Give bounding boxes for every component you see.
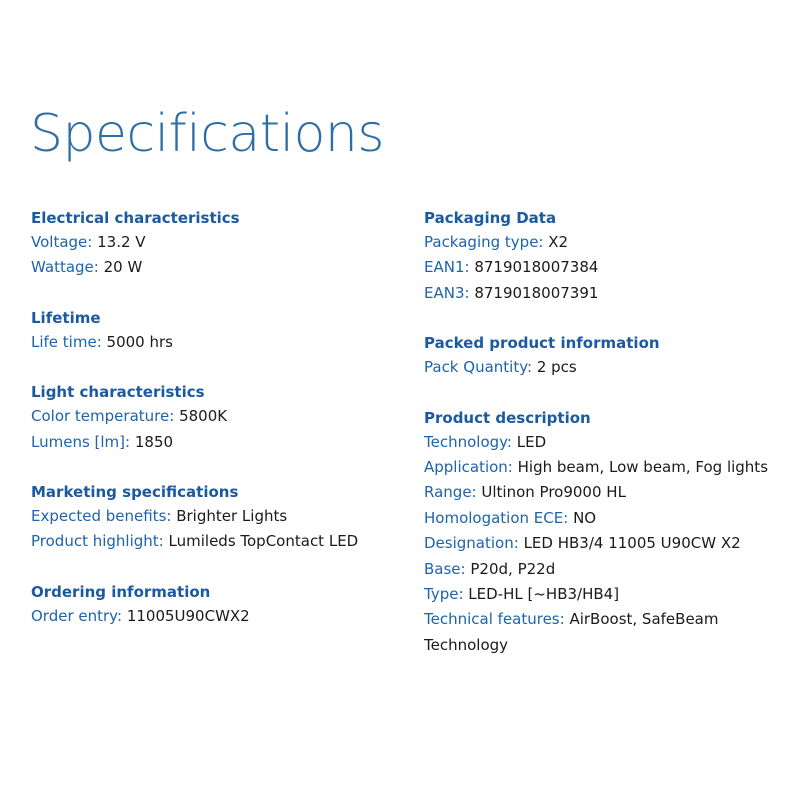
spec-row-voltage — [31, 230, 401, 255]
spec-value: LED HB3/4 11005 U90CW X2 — [523, 534, 741, 553]
spec-label: Life time: — [31, 332, 102, 351]
spec-section-lifetime — [31, 306, 401, 355]
spec-label: EAN1: — [424, 258, 470, 277]
spec-section-product-description — [424, 406, 784, 659]
spec-row-technology — [424, 430, 784, 455]
spec-row-product-highlight — [31, 529, 401, 554]
spec-row-color-temperature — [31, 404, 401, 429]
section-heading: Packed product information — [424, 334, 660, 353]
spec-label: Pack Quantity: — [424, 358, 533, 377]
spec-row-designation — [424, 531, 784, 556]
section-heading: Packaging Data — [424, 209, 557, 227]
spec-row-ean1 — [424, 255, 784, 280]
spec-label: Product highlight: — [31, 532, 164, 551]
page-title: Specifications — [30, 104, 384, 164]
spec-row-application — [424, 455, 784, 480]
spec-section-ordering-information — [31, 580, 401, 629]
spec-label: Technology: — [424, 432, 512, 451]
spec-row-range — [424, 480, 784, 505]
spec-label: Range: — [424, 483, 477, 502]
spec-row-ean3 — [424, 281, 784, 306]
section-heading: Ordering information — [31, 582, 211, 601]
spec-value: LED — [516, 432, 547, 451]
left-spec-column — [31, 206, 401, 654]
spec-label: Expected benefits: — [31, 507, 172, 526]
spec-label: Order entry: — [31, 606, 123, 625]
spec-label: Wattage: — [31, 258, 99, 277]
spec-label: Designation: — [424, 534, 519, 553]
spec-row-pack-quantity — [424, 355, 784, 380]
spec-row-lumens-lm — [31, 430, 401, 455]
spec-value: X2 — [548, 233, 569, 251]
spec-value: 2 pcs — [536, 358, 577, 377]
spec-row-expected-benefits — [31, 504, 401, 529]
spec-value: P20d, P22d — [470, 559, 556, 578]
spec-label: Lumens [lm]: — [31, 432, 131, 451]
spec-row-packaging-type — [424, 230, 784, 255]
section-heading: Product description — [424, 408, 591, 427]
spec-label: Homologation ECE: — [424, 508, 569, 527]
right-spec-column — [424, 206, 784, 683]
spec-label: Packaging type: — [424, 233, 544, 251]
spec-value: 5000 hrs — [106, 332, 173, 351]
spec-value: 1850 — [134, 432, 174, 451]
spec-row-wattage — [31, 255, 401, 280]
spec-value: 5800K — [179, 407, 228, 426]
spec-value: LED-HL [~HB3/HB4] — [468, 585, 620, 604]
spec-label: Application: — [424, 458, 513, 477]
spec-section-packaging-data — [424, 206, 784, 306]
section-heading: Electrical characteristics — [31, 209, 240, 227]
spec-section-packed-product-information — [424, 331, 784, 380]
spec-row-order-entry — [31, 604, 401, 629]
section-heading: Light characteristics — [31, 383, 205, 402]
spec-row-homologation-ece — [424, 506, 784, 531]
spec-row-technical-features — [424, 607, 784, 658]
spec-value: Brighter Lights — [176, 507, 288, 526]
spec-value: 8719018007384 — [474, 258, 599, 277]
spec-row-base — [424, 557, 784, 582]
spec-value: AirBoost, SafeBeam Technology — [424, 610, 719, 654]
spec-value: Ultinon Pro9000 HL — [481, 483, 626, 502]
spec-section-electrical-characteristics — [31, 206, 401, 281]
spec-label: Base: — [424, 559, 466, 578]
spec-section-light-characteristics — [31, 380, 401, 455]
section-heading: Marketing specifications — [31, 483, 239, 502]
spec-value: High beam, Low beam, Fog lights — [517, 458, 769, 477]
spec-row-type — [424, 582, 784, 607]
spec-value: NO — [573, 508, 597, 527]
spec-row-life-time — [31, 330, 401, 355]
spec-label: Color temperature: — [31, 407, 175, 426]
section-heading: Lifetime — [31, 308, 101, 327]
spec-value: 13.2 V — [97, 233, 146, 251]
spec-label: Voltage: — [31, 233, 93, 251]
spec-section-marketing-specifications — [31, 480, 401, 555]
spec-label: Technical features: — [424, 610, 565, 629]
spec-label: Type: — [424, 585, 464, 604]
spec-value: 8719018007391 — [474, 283, 599, 302]
spec-value: Lumileds TopContact LED — [168, 532, 359, 551]
spec-label: EAN3: — [424, 283, 470, 302]
spec-value: 11005U90CWX2 — [126, 606, 250, 625]
spec-value: 20 W — [103, 258, 143, 277]
